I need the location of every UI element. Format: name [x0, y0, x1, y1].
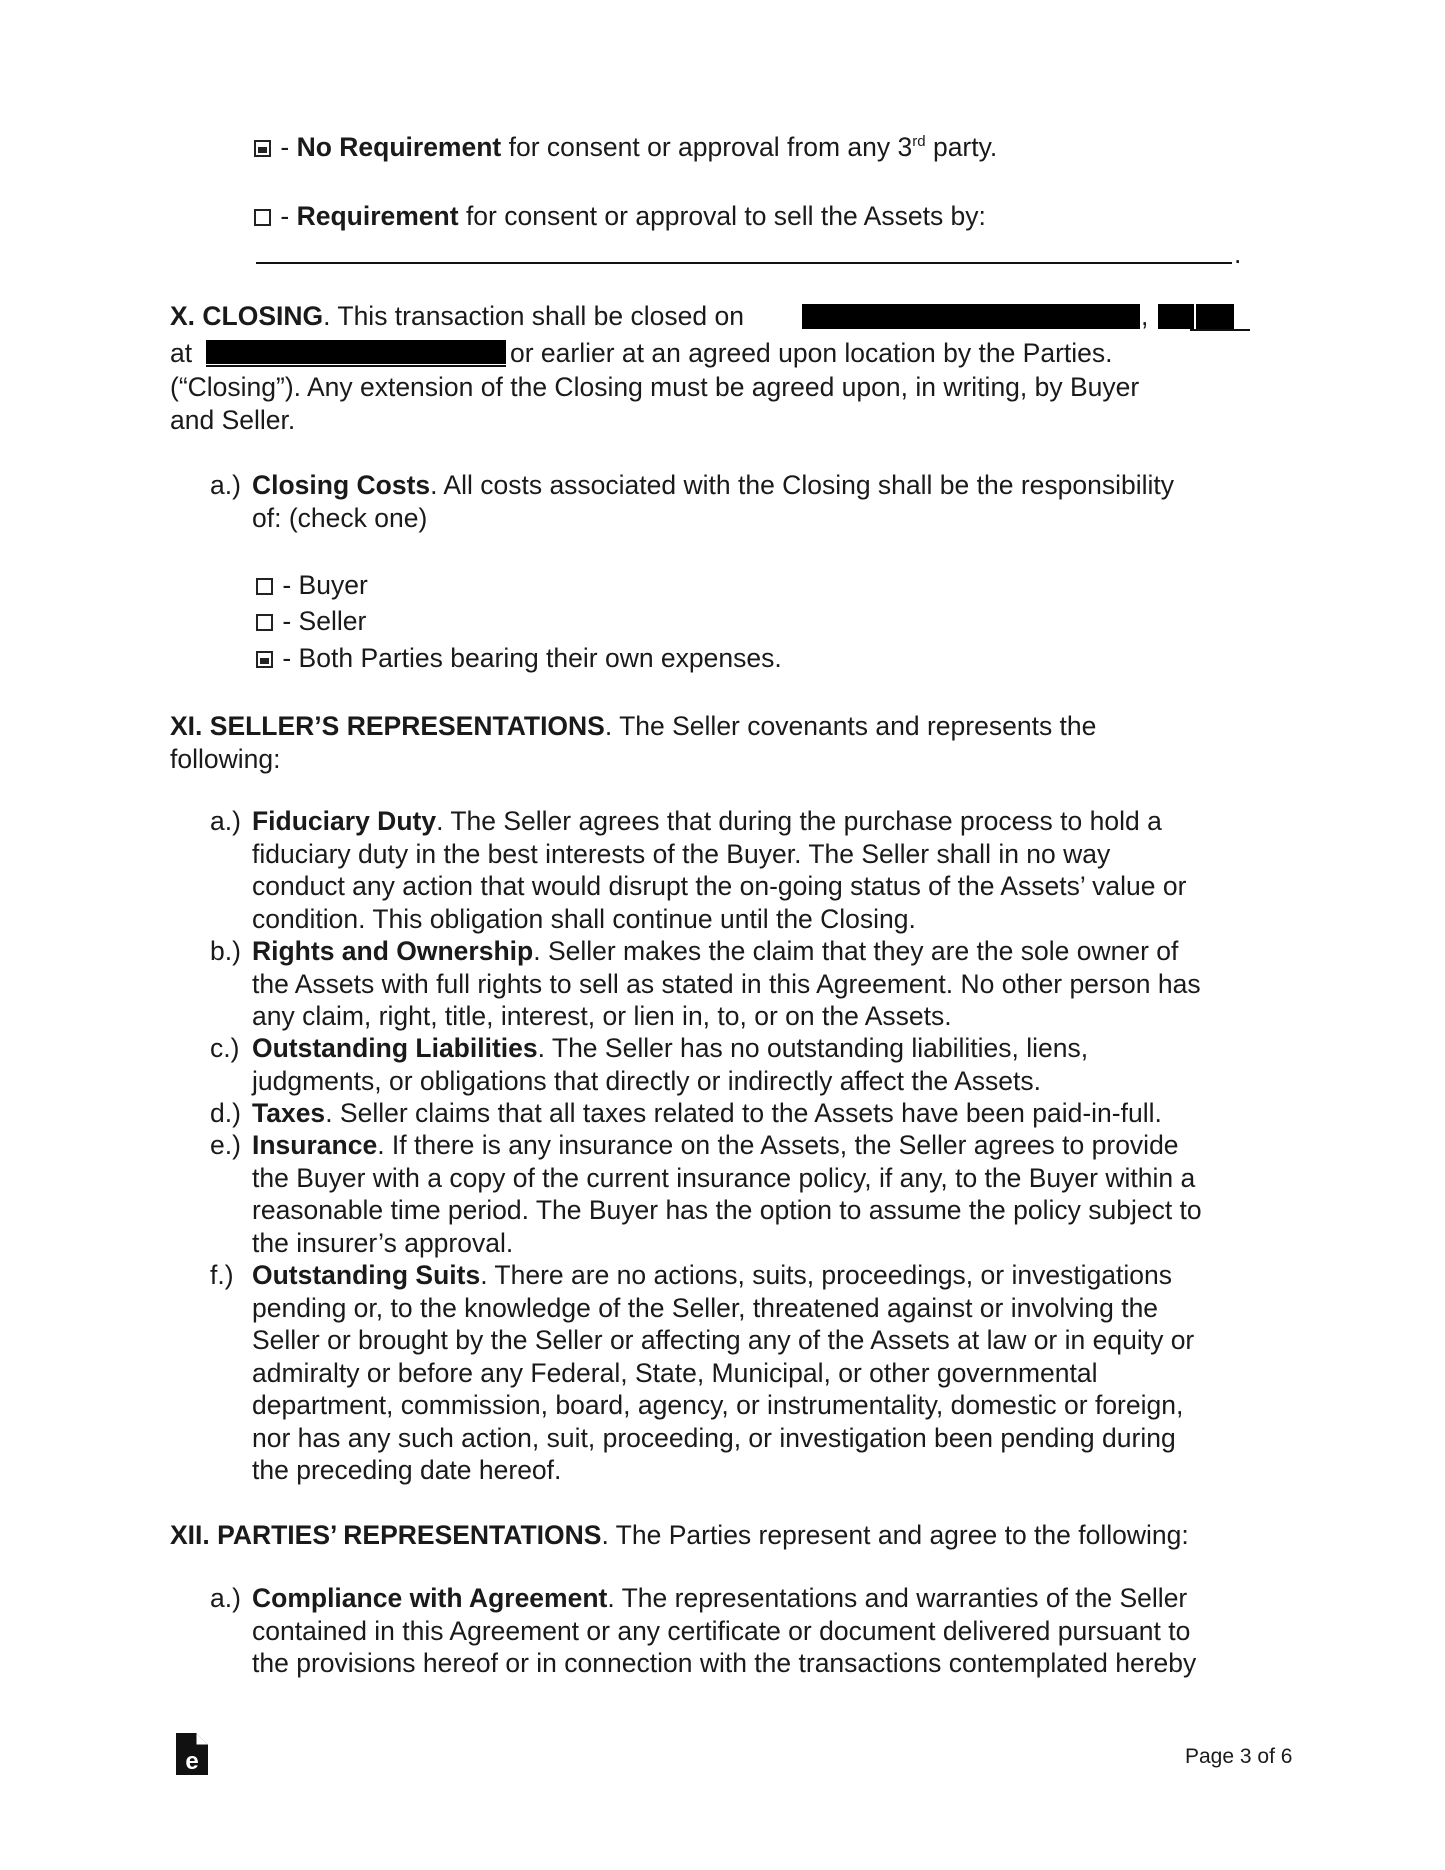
- seller-reps-heading: XI. SELLER’S REPRESENTATIONS: [170, 711, 605, 741]
- parties-reps-line-1: XII. PARTIES’ REPRESENTATIONS. The Parties represent and agree to the following:: [170, 1520, 1189, 1550]
- redacted-date: [802, 304, 1140, 329]
- closing-time-blank[interactable]: [206, 365, 506, 367]
- consent-option-no-requirement: - No Requirement for consent or approval from any 3rd party.: [254, 131, 997, 163]
- unchecked-checkbox[interactable]: [256, 614, 273, 631]
- checked-checkbox[interactable]: [254, 140, 271, 157]
- page-number: Page 3 of 6: [1185, 1745, 1293, 1768]
- closing-cost-option-both[interactable]: - Both Parties bearing their own expenses.: [256, 642, 782, 674]
- parties-reps-heading: XII. PARTIES’ REPRESENTATIONS: [170, 1520, 602, 1550]
- closing-line-1: X. CLOSING. This transaction shall be closed on: [170, 301, 744, 331]
- unchecked-checkbox[interactable]: [256, 578, 273, 595]
- closing-year-blank[interactable]: [1190, 329, 1250, 331]
- consent-option-requirement: - Requirement for consent or approval to sell the Assets by:: [254, 200, 986, 232]
- document-page: - No Requirement for consent or approval from any 3rd party. - Requirement for consent or approval to sell the Assets by: . X. CLOSING. This transaction shall be closed on , at or earlier at an agreed upon location by the Parties. (“Closing”). Any extension of the Closing must be agreed upon, in writing, by Buyer and Seller. a.) Closing Costs. All costs associated with the Closing shall be the responsibility of: (check one) - Buyer - Seller - Both Parties bearing their own expenses. XI. SELLER’S REPRESENTATIONS. The Seller covenants and represents the following: a.) Fiduciary Duty. The Seller agrees that during the purchase process to hold a fiduciary duty in the best interests of the Buyer. The Seller shall in no way conduct any action that would disrupt the on-going status of the Assets’ value or condition. This obligation shall continue until the Closing. b.) Rights and Ownership. Seller makes the claim that they are the sole owner of the Assets with full rights to sell as stated in this Agreement. No other person has any claim, right, title, interest, or lien in, to, or on the Assets. c.) Outstanding Liabilities. The Seller has no outstanding liabilities, liens, judgments, or obligations that directly or indirectly affect the Assets. d.) Taxes. Seller claims that all taxes related to the Assets have been paid-in-full. e.) Insurance. If there is any insurance on the Assets, the Seller agrees to provide the Buyer with a copy of the current insurance policy, if any, to the Buyer within a reasonable time period. The Buyer has the option to assume the policy subject to the insurer’s approval. f.) Outstanding Suits. There are no actions, suits, proceedings, or investigations pending or, to the knowledge of the Seller, threatened against or involving the Seller or brought by the Seller or affecting any of the Assets at law or in equity or admiralty or before any Federal, State, Municipal, or other governmental department, commission, board, agency, or instrumentality, domestic or foreign, nor has any such action, suit, proceeding, or investigation been pending during the preceding date hereof. XII. PARTIES’ REPRESENTATIONS. The Parties represent and agree to the following: a.) Compliance with Agreement. The representations and warranties of the Seller contained in this Agreement or any certificate or document delivered pursuant to the provisions hereof or in connection with the transactions contemplated hereby e Page 3 of 6: [170, 132, 1293, 1775]
- svg-text:e: e: [185, 1748, 199, 1775]
- checked-checkbox[interactable]: [256, 651, 273, 668]
- redacted-year-prefix: [1158, 304, 1194, 329]
- seller-reps-line-1: XI. SELLER’S REPRESENTATIONS. The Seller covenants and represents the: [170, 711, 1097, 741]
- closing-heading: X. CLOSING: [170, 301, 324, 331]
- closing-cost-option-buyer[interactable]: - Buyer: [256, 569, 368, 601]
- consent-blank-line[interactable]: [256, 262, 1232, 264]
- closing-cost-option-seller[interactable]: - Seller: [256, 605, 366, 637]
- redacted-year: [1196, 304, 1234, 329]
- redacted-time: [206, 340, 506, 364]
- unchecked-checkbox[interactable]: [254, 209, 271, 226]
- eforms-logo-icon: [176, 1733, 208, 1775]
